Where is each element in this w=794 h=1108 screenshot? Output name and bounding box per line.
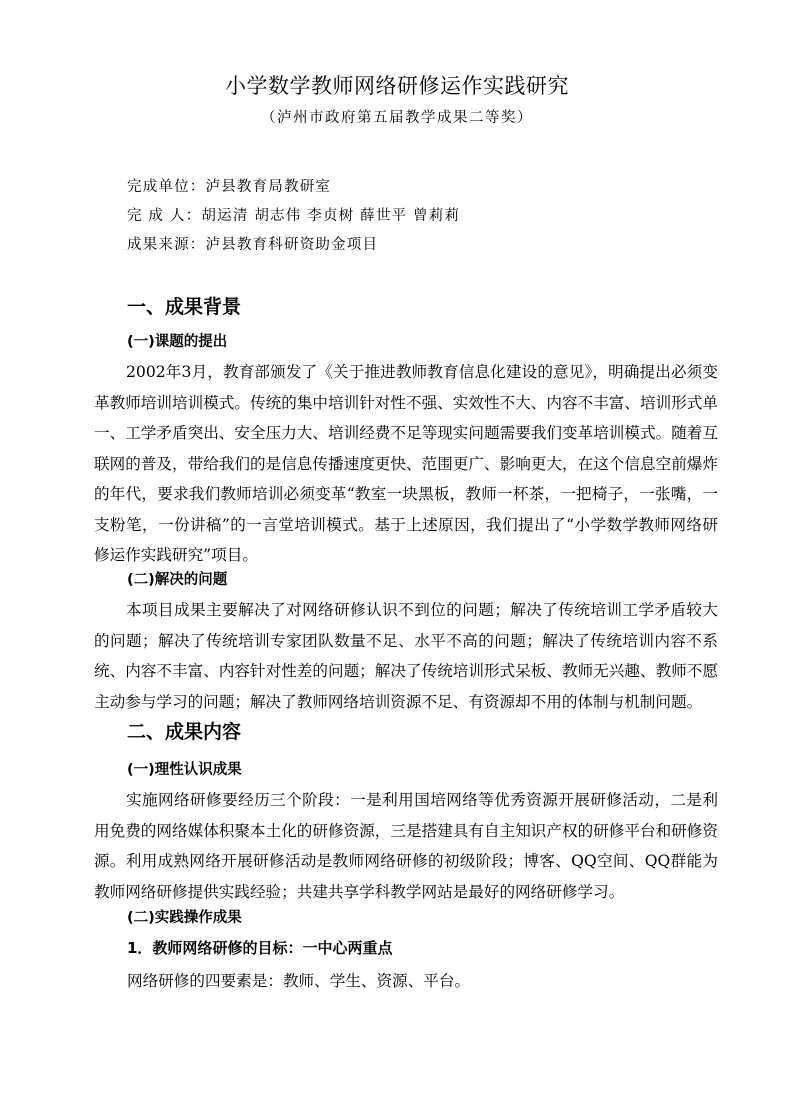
page-title: 小学数学教师网络研修运作实践研究 — [225, 74, 569, 98]
paragraph-four-elements: 网络研修的四要素是：教师、学生、资源、平台。 — [127, 972, 471, 990]
subsection-heading-proposal: (一)课题的提出 — [127, 334, 228, 350]
page-subtitle: （泸州市政府第五届教学成果二等奖） — [261, 110, 533, 126]
meta-source: 成果来源：泸县教育科研资助金项目 — [127, 237, 379, 253]
list-item-goal: 1．教师网络研修的目标：一中心两重点 — [127, 939, 393, 957]
subsection-heading-rational: (一)理性认识成果 — [127, 762, 242, 778]
paragraph-problems: 本项目成果主要解决了对网络研修认识不到位的问题；解决了传统培训工学矛盾较大的问题；解决了传统培训专家团队数量不足、水平不高的问题；解决了传统培训内容不系统、内容不丰富、内容针对性差的问题；解决了传统培训形式呆板、教师无兴趣、教师不愿主动参与学习的问题；解决了教师网络培训资源不足、有资源却不用的体制与机制问题。 — [94, 601, 718, 711]
subsection-heading-problems: (二)解决的问题 — [127, 572, 228, 588]
meta-authors: 完 成 人：胡运清 胡志伟 李贞树 薛世平 曾莉莉 — [127, 208, 461, 224]
meta-unit: 完成单位：泸县教育局教研室 — [127, 179, 332, 195]
subsection-heading-practice: (二)实践操作成果 — [127, 910, 242, 926]
paragraph-proposal: 2002年3月，教育部颁发了《关于推进教师教育信息化建设的意见》，明确提出必须变革教师培训培训模式。传统的集中培训针对性不强、实效性不大、内容不丰富、培训形式单一、工学矛盾突出、安全压力大、培训经费不足等现实问题需要我们变革培训模式。随着互联网的普及，带给我们的是信息传播速度更快、范围更广、影响更大，在这个信息空前爆炸的年代，要求我们教师培训必须变革“教室一块黑板，教师一杯茶，一把椅子，一张嘴，一支粉笔，一份讲稿”的一言堂培训模式。基于上述原因，我们提出了“小学数学教师网络研修运作实践研究”项目。 — [94, 363, 718, 564]
section-heading-background: 一、成果背景 — [127, 296, 242, 318]
section-heading-content: 二、成果内容 — [127, 721, 242, 743]
paragraph-rational: 实施网络研修要经历三个阶段：一是利用国培网络等优秀资源开展研修活动，二是利用免费的网络媒体积聚本土化的研修资源，三是搭建具有自主知识产权的研修平台和研修资源。利用成熟网络开展研修活动是教师网络研修的初级阶段；博客、QQ空间、QQ群能为教师网络研修提供实践经验；共建共享学科教学网站是最好的网络研修学习。 — [94, 791, 718, 901]
